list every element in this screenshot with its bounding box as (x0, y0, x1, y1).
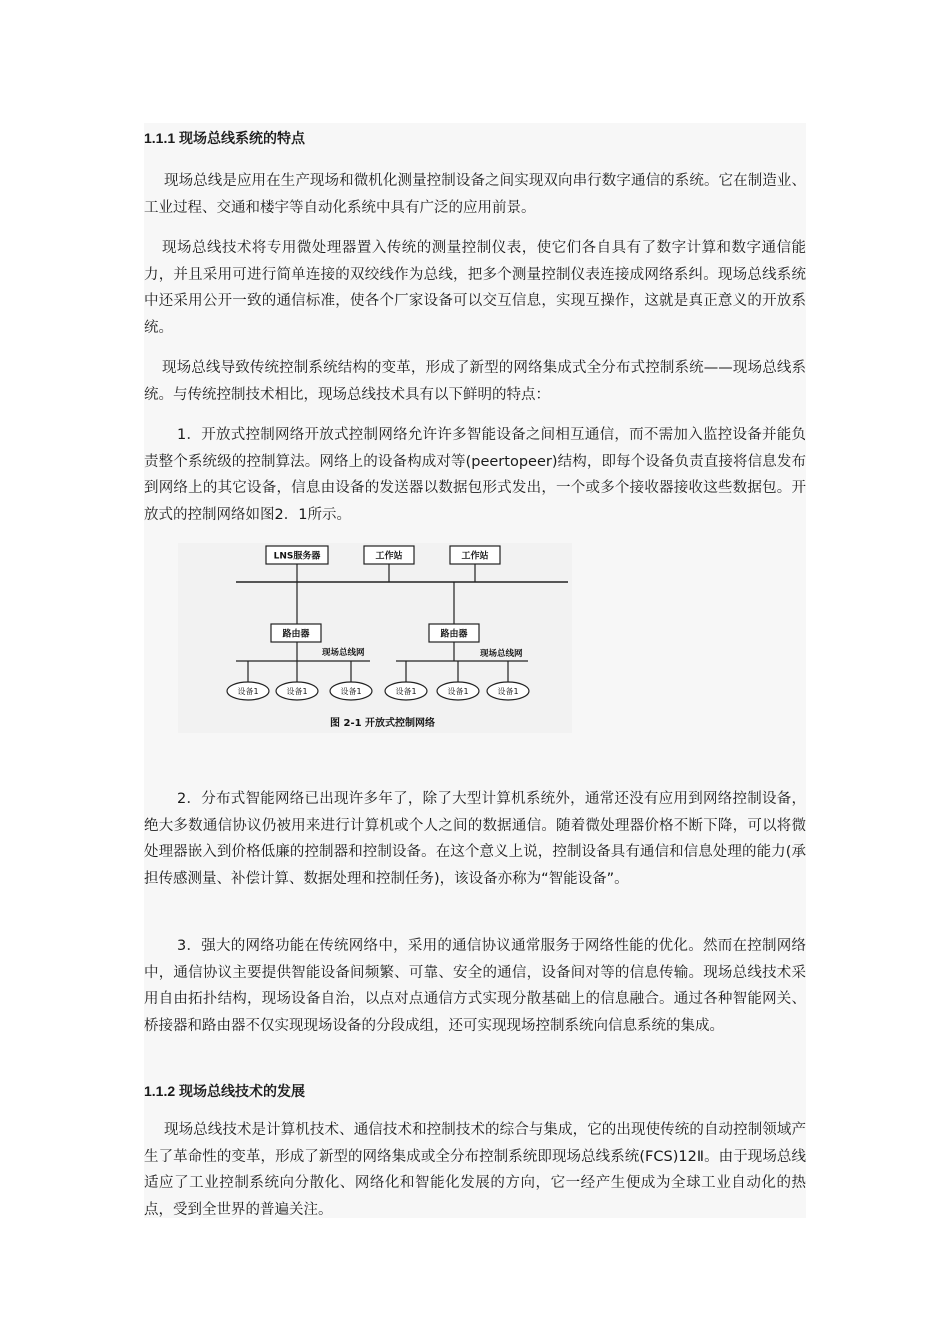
router-box-label-2: 路由器 (440, 629, 468, 640)
section-heading-2: 1.1.2 现场总线技术的发展 (144, 1083, 306, 1099)
paragraph-1: 现场总线是应用在生产现场和微机化测量控制设备之间实现双向串行数字通信的系统。它在制造业、工业过程、交通和楼宇等自动化系统中具有广泛的应用前景。 (144, 173, 806, 216)
workstation-box-label-1: 工作站 (375, 551, 403, 562)
paragraph-4: 现场总线技术是计算机技术、通信技术和控制技术的综合与集成，它的出现使传统的自动控制领域产生了革命性的变革，形成了新型的网络集成或全分布控制系统即现场总线系统(FCS)12Ⅱ。由于现场总线适应了工业控制系统向分散化、网络化和智能化发展的方向，它一经产生便成为全球工业自动化的热点，受到全世界的普遍关注。 (144, 1122, 806, 1218)
figure-open-control-network (178, 543, 572, 733)
device-label: 设备1 (447, 687, 469, 696)
device-label: 设备1 (237, 687, 259, 696)
paragraph-list-1: 1．开放式控制网络开放式控制网络允许许多智能设备之间相互通信，而不需加入监控设备并能负责整个系统级的控制算法。网络上的设备构成对等(peertopeer)结构，即每个设备负责直接将信息发布到网络上的其它设备，信息由设备的发送器以数据包形式发出，一个或多个接收器接收这些数据包。开放式的控制网络如图2．1所示。 (144, 427, 806, 523)
section-heading-1: 1.1.1 现场总线系统的特点 (144, 130, 306, 146)
paragraph-3: 现场总线导致传统控制系统结构的变革，形成了新型的网络集成式全分布式控制系统——现场总线系统。与传统控制技术相比，现场总线技术具有以下鲜明的特点： (144, 360, 806, 403)
network-diagram (178, 543, 572, 733)
router-box-label-1: 路由器 (282, 629, 310, 640)
fieldbus-label-1: 现场总线网 (322, 648, 365, 658)
device-label: 设备1 (497, 687, 519, 696)
paragraph-list-3: 3．强大的网络功能在传统网络中，采用的通信协议通常服务于网络性能的优化。然而在控制网络中，通信协议主要提供智能设备间频繁、可靠、安全的通信，设备间对等的信息传输。现场总线技术采用自由拓扑结构，现场设备自治，以点对点通信方式实现分散基础上的信息融合。通过各种智能网关、桥接器和路由器不仅实现现场设备的分段成组，还可实现现场控制系统向信息系统的集成。 (144, 938, 806, 1034)
paragraph-2: 现场总线技术将专用微处理器置入传统的测量控制仪表，使它们各自具有了数字计算和数字通信能力，并且采用可进行简单连接的双绞线作为总线，把多个测量控制仪表连接成网络系纠。现场总线系统中还采用公开一致的通信标准，使各个厂家设备可以交互信息，实现互操作，这就是真正意义的开放系统。 (144, 240, 806, 336)
workstation-box-label-2: 工作站 (461, 551, 489, 562)
device-label: 设备1 (395, 687, 417, 696)
fieldbus-label-2: 现场总线网 (480, 649, 523, 659)
paragraph-list-2: 2．分布式智能网络已出现许多年了，除了大型计算机系统外，通常还没有应用到网络控制设备，绝大多数通信协议仍被用来进行计算机或个人之间的数据通信。随着微处理器价格不断下降，可以将微处理器嵌入到价格低廉的控制器和控制设备。在这个意义上说，控制设备具有通信和信息处理的能力(承担传感测量、补偿计算、数据处理和控制任务)，该设备亦称为“智能设备”。 (144, 791, 806, 887)
server-box-label: LNS服务器 (273, 551, 321, 562)
figure-caption: 图 2-1 开放式控制网络 (330, 718, 436, 729)
device-label: 设备1 (340, 687, 362, 696)
device-label: 设备1 (286, 687, 308, 696)
